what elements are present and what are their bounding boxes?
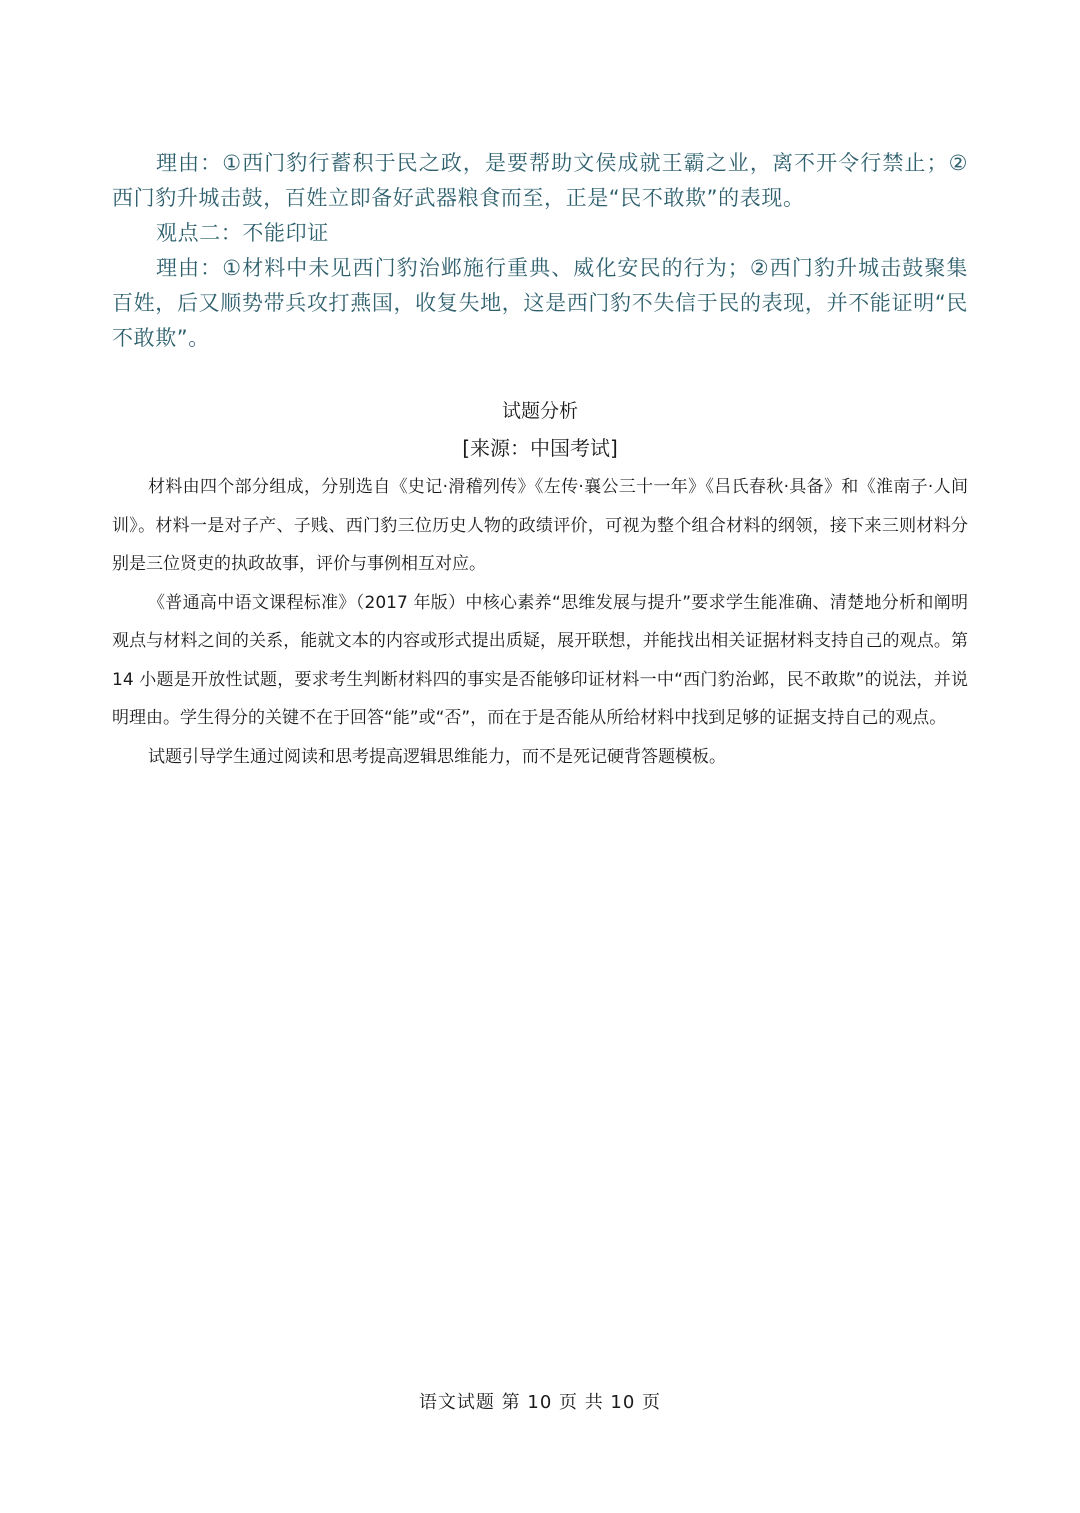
analysis-source: [来源：中国考试] <box>462 436 618 460</box>
analysis-paragraph-3: 试题引导学生通过阅读和思考提高逻辑思维能力，而不是死记硬背答题模板。 <box>148 746 726 767</box>
page-footer: 语文试题 第 10 页 共 10 页 <box>418 1392 662 1413</box>
answer-reason-2: 理由：①材料中未见西门豹治邺施行重典、威化安民的行为；②西门豹升城击鼓聚集百姓，后又顺势带兵攻打燕国，收复失地，这是西门豹不失信于民的表现，并不能证明“民不敢欺”。 <box>112 256 968 350</box>
answer-reason-1: 理由：①西门豹行蓄积于民之政，是要帮助文侯成就王霸之业，离不开令行禁止；②西门豹升城击鼓，百姓立即备好武器粮食而至，正是“民不敢欺”的表现。 <box>112 151 968 210</box>
analysis-paragraph-1: 材料由四个部分组成，分别选自《史记·滑稽列传》《左传·襄公三十一年》《吕氏春秋·具备》和《淮南子·人间训》。材料一是对子产、子贱、西门豹三位历史人物的政绩评价，可视为整个组合材料的纲领，接下来三则材料分别是三位贤吏的执政故事，评价与事例相互对应。 <box>112 477 968 574</box>
analysis-paragraph-2: 《普通高中语文课程标准》（2017 年版）中核心素养“思维发展与提升”要求学生能准确、清楚地分析和阐明观点与材料之间的关系，能就文本的内容或形式提出质疑，展开联想，并能找出相关证据材料支持自己的观点。第 14 小题是开放性试题，要求考生判断材料四的事实是否能够印证材料一中“西门豹治邺，民不敢欺”的说法，并说明理由。学生得分的关键不在于回答“能”或“否”，而在于是否能从所给材料中找到足够的证据支持自己的观点。 <box>112 592 968 728</box>
answer-view-2: 观点二：不能印证 <box>156 221 329 245</box>
analysis-title: 试题分析 <box>501 400 578 422</box>
answer-section <box>112 146 968 356</box>
analysis-section <box>112 468 968 776</box>
